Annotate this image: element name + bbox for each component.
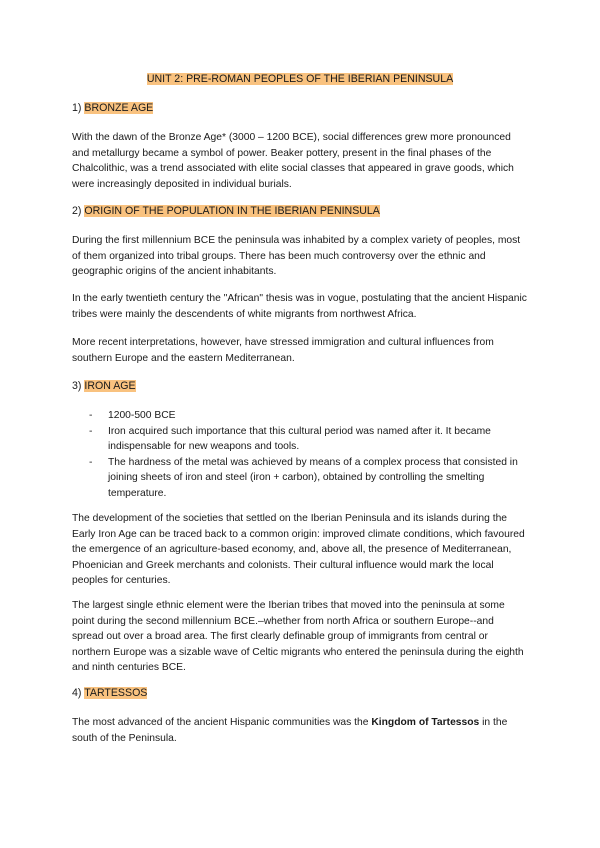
paragraph-bronze-age [72, 130, 528, 192]
paragraph-iron-age-2 [72, 598, 528, 676]
paragraph-tartessos [72, 715, 528, 746]
paragraph-text: More recent interpretations, however, have stressed immigration and cultural influences from southern Europe and the eastern Mediterranean. [72, 337, 494, 364]
paragraph-text [72, 715, 528, 746]
paragraph-origin-3 [72, 335, 528, 366]
list-item: - The hardness of the metal was achieved by means of a complex process that consisted in joining sheets of iron and steel (iron + carbon), obtained by controlling the smelting temperature. [89, 455, 528, 502]
list-item: - 1200-500 BCE [89, 408, 528, 424]
paragraph-origin-2 [72, 291, 528, 322]
section-heading-text: TARTESSOS [84, 687, 148, 699]
section-heading-iron-age [72, 379, 136, 393]
paragraph-text: During the first millennium BCE the peninsula was inhabited by a complex variety of peoples, most of them organized into tribal groups. There has been much controversy over the ethnic and geographic origins of the ancient inhabitants. [72, 235, 521, 277]
section-heading-text: ORIGIN OF THE POPULATION IN THE IBERIAN PENINSULA [84, 205, 380, 217]
document-title-text: UNIT 2: PRE-ROMAN PEOPLES OF THE IBERIAN PENINSULA [146, 73, 454, 85]
section-heading-bronze-age [72, 101, 153, 115]
section-number: 3) [72, 380, 82, 392]
paragraph-text: With the dawn of the Bronze Age* (3000 – 1200 BCE), social differences grew more pronounced and metallurgy became a symbol of power. Beaker pottery, present in the final phases of the Chalcolithic, was a trend associated with elite social classes that appeared in grave goods, which were increasingly deposited in individual burials. [72, 132, 514, 190]
paragraph-origin-1 [72, 233, 528, 280]
list-item: - Iron acquired such importance that this cultural period was named after it. It became indispensable for new weapons and tools. [89, 424, 528, 455]
paragraph-text: In the early twentieth century the "African" thesis was in vogue, postulating that the ancient Hispanic tribes were mainly the descendents of white migrants from northwest Africa. [72, 293, 527, 320]
section-heading-text: BRONZE AGE [84, 102, 154, 114]
iron-age-bullet-list [89, 408, 528, 501]
section-heading-origin [72, 204, 380, 218]
document-title [72, 72, 528, 86]
kingdom-of-tartessos-bold: Kingdom of Tartessos [371, 717, 480, 728]
paragraph-text-part: The most advanced of the ancient Hispanic communities was the [72, 717, 372, 728]
section-heading-text: IRON AGE [84, 380, 136, 392]
paragraph-text-part: in the south of the Peninsula. [72, 717, 508, 744]
section-heading-tartessos [72, 686, 147, 700]
paragraph-text: The largest single ethnic element were the Iberian tribes that moved into the peninsula at some point during the second millennium BCE.–whether from north Africa or southern Europe--and spread out over a broad area. The first clearly definable group of immigrants from central or northern Europe was a sizable wave of Celtic migrants who entered the peninsula during the eighth and ninth centuries BCE. [72, 600, 524, 673]
section-number: 1) [72, 102, 82, 114]
section-number: 4) [72, 687, 82, 699]
section-number: 2) [72, 205, 82, 217]
paragraph-iron-age-1 [72, 511, 528, 589]
paragraph-text: The development of the societies that settled on the Iberian Peninsula and its islands during the Early Iron Age can be traced back to a common origin: improved climate conditions, which favoured the emergence of an agriculture-based economy, and, above all, the presence of Mediterranean, Phoenician and Greek merchants and colonists. Their cultural influence would mark the local peoples for centuries. [72, 513, 525, 586]
